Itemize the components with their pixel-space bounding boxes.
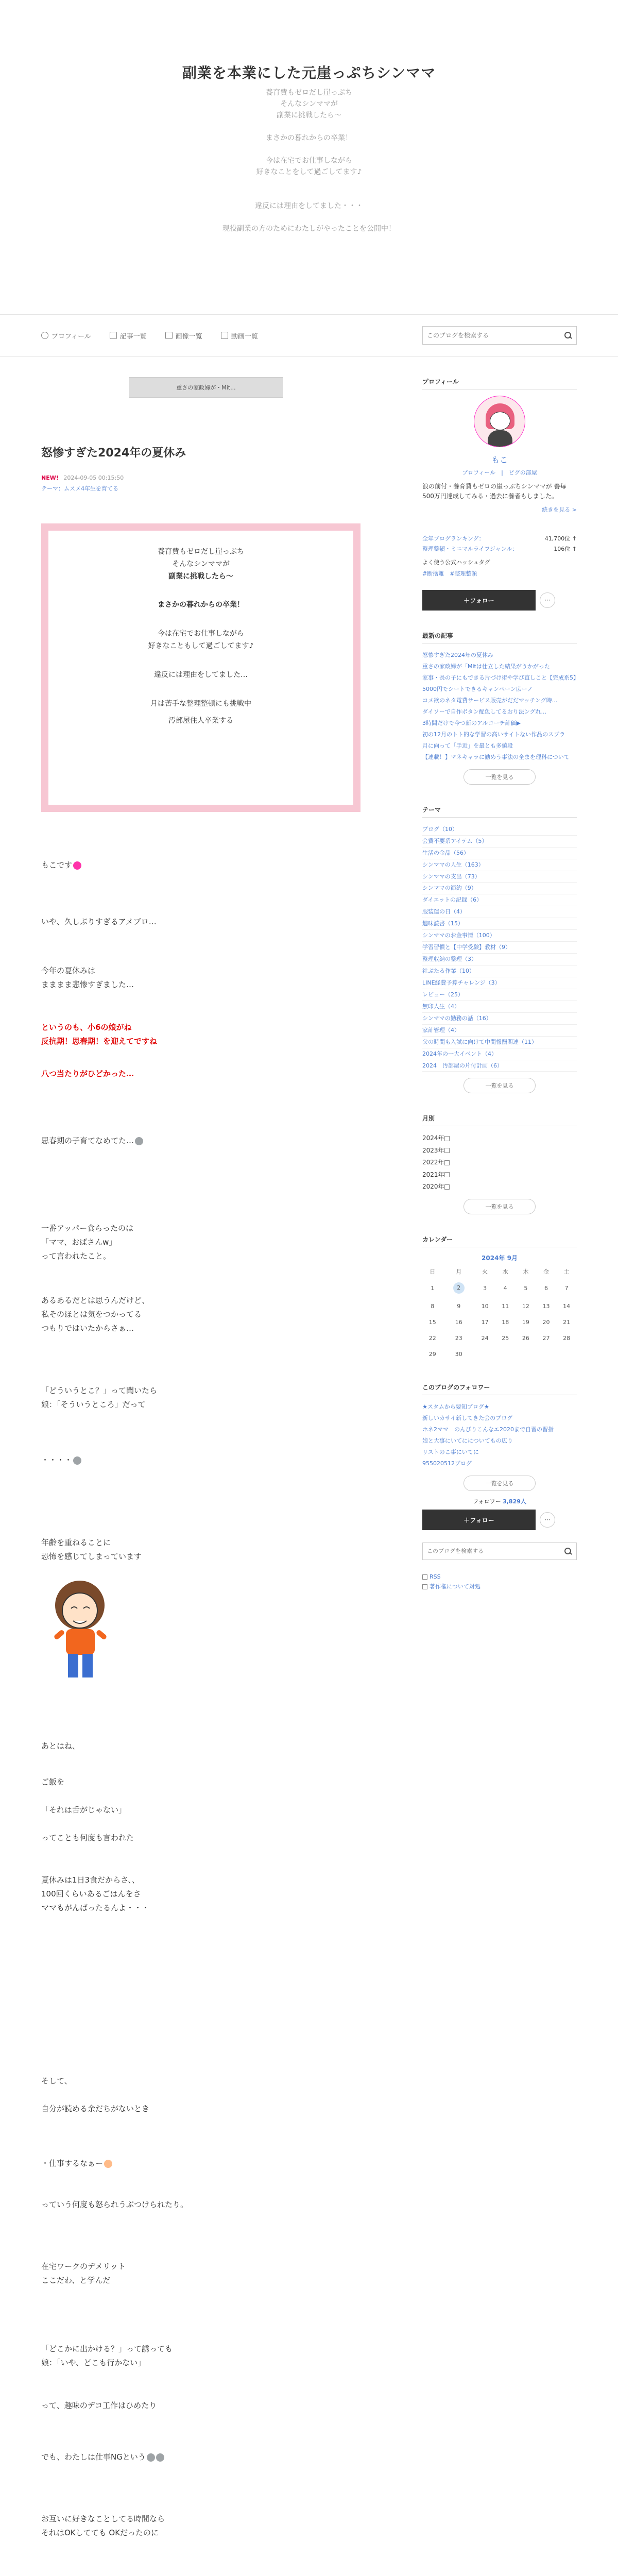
paragraph-emphasis: 八つ当たりがひどかった… xyxy=(41,1069,134,1078)
theme-item[interactable]: 無印人生（4） xyxy=(422,1001,577,1013)
follower-item[interactable]: 新しいカサイ新してきた会のブログ xyxy=(422,1415,513,1422)
followers-heading: このブログのフォロワー xyxy=(422,1383,577,1395)
paragraph: お互いに好きなことしてる時間なら それはOKしてても OKだったのに xyxy=(41,2514,165,2537)
theme-item[interactable]: 服装運の日（4） xyxy=(422,906,577,918)
theme-section xyxy=(422,805,577,1094)
archive-more-button[interactable]: 一覧を見る xyxy=(464,1199,536,1214)
video-icon xyxy=(221,332,228,339)
more-options-button-bottom[interactable]: ··· xyxy=(540,1512,555,1528)
theme-item[interactable]: シンママの勤務の話（16） xyxy=(422,1013,577,1025)
paragraph: ・・・・ xyxy=(41,1453,81,1467)
calendar-week: 8 9 10 11 12 13 14 xyxy=(431,1303,571,1310)
entry-date: 2024-09-05 00:15:50 xyxy=(63,474,124,481)
follow-button-bottom[interactable]: ＋フォロー xyxy=(422,1510,536,1530)
recent-item[interactable]: 5000円でシートできるキャンペーン広ーノ xyxy=(422,686,533,693)
avatar[interactable] xyxy=(474,396,525,447)
frame-line: 養育費もゼロだし崖っぷち xyxy=(158,548,244,556)
theme-item[interactable]: シンママの支出（73） xyxy=(422,871,577,883)
paragraph: って、趣味のデコ工作はひめたり xyxy=(41,2401,157,2410)
frame-line: 副業に挑戦したら〜 xyxy=(168,572,233,581)
calendar-week: 15 16 17 18 19 20 21 xyxy=(428,1319,571,1326)
site-desc-line: 違反には理由をしてました・・・ xyxy=(255,202,363,210)
more-options-button[interactable]: ··· xyxy=(540,592,555,608)
frame-line: 好きなこともして過ごしてます♪ xyxy=(148,641,254,650)
rss-block xyxy=(422,1572,577,1591)
ranking-row[interactable]: 整理整頓・ミニマルライフジャンル： 106位 ↑ xyxy=(422,546,577,553)
theme-item[interactable]: シンママのお金事情（100） xyxy=(422,930,577,942)
theme-item[interactable]: LINE経費予算チャレンジ（3） xyxy=(422,977,577,989)
theme-item[interactable]: シンママの人生（163） xyxy=(422,859,577,871)
emoji-icon xyxy=(135,1137,143,1145)
archive-item[interactable]: 2020年 xyxy=(422,1181,577,1193)
follower-item[interactable]: ★スタムから要知ブログ★ xyxy=(422,1403,489,1411)
ad-banner[interactable]: 重さの家政婦が・Mit... xyxy=(129,377,283,398)
theme-item[interactable]: シンママの節約（9） xyxy=(422,883,577,894)
paragraph: でも、わたしは仕事NGという xyxy=(41,2450,164,2464)
paragraph: 年齢を重ねることに 恐怖を感じてしまっています xyxy=(41,1538,142,1561)
info-icon xyxy=(422,1584,427,1589)
emoji-icon xyxy=(104,2160,112,2168)
rss-link[interactable]: RSS xyxy=(422,1572,577,1582)
theme-item[interactable]: 趣味読書（15） xyxy=(422,918,577,930)
theme-item[interactable]: 2024年の一大イベント（4） xyxy=(422,1048,577,1060)
theme-item[interactable]: ダイエットの記録（6） xyxy=(422,894,577,906)
frame-line: 今は在宅でお仕事しながら xyxy=(158,630,244,638)
intro-frame xyxy=(41,523,360,812)
paragraph: 在宅ワークのデメリット ここだわ、と学んだ xyxy=(41,2262,126,2285)
paragraph: 一番アッパー食らったのは 「ママ、おばさんw」 って言われたこと。 xyxy=(41,1224,133,1261)
recent-item[interactable]: 3時間だけで今つ新のアルコーチ計価▶ xyxy=(422,720,521,726)
archive-heading: 月別 xyxy=(422,1114,577,1126)
follow-row-bottom xyxy=(422,1510,577,1530)
recent-item[interactable]: 初の12月のトト的な学習の高いサイトない作品のスプラ xyxy=(422,731,565,738)
document-icon xyxy=(110,332,117,339)
side-search-box xyxy=(422,1543,577,1560)
bio-more-link[interactable]: 続きを見る > xyxy=(542,506,577,514)
paragraph: いや、久しぶりすぎるアメブロ… xyxy=(41,917,157,926)
nav-images[interactable] xyxy=(165,331,202,341)
paragraph: 夏休みは1日3食だからさ、、 100回くらいあるごはんをさ ママもがんばったるんよ・・・ xyxy=(41,1875,150,1912)
frame-line: 違反には理由をしてました… xyxy=(154,670,248,679)
rss-icon xyxy=(422,1574,427,1580)
paragraph: ・仕事するなぁー xyxy=(41,2157,112,2171)
ranking-block xyxy=(422,534,577,553)
theme-item[interactable]: 会費不要系アイテム（5） xyxy=(422,836,577,848)
expand-icon[interactable] xyxy=(444,1184,450,1190)
recent-item[interactable]: 月に向って「手近」を最とも多値段 xyxy=(422,742,513,749)
hashtag-label: よく使う公式ハッシュタグ xyxy=(422,559,490,566)
calendar-heading: カレンダー xyxy=(422,1235,577,1247)
search-icon[interactable] xyxy=(564,331,572,340)
entry-body xyxy=(41,812,371,2576)
theme-item[interactable]: レビュー（25） xyxy=(422,989,577,1001)
recent-list xyxy=(422,650,577,762)
calendar-section xyxy=(422,1235,577,1362)
paragraph: そして、 自分が読める余だちがないとき xyxy=(41,2076,150,2113)
nav-videos[interactable] xyxy=(221,331,258,341)
paragraph: ご飯を 「それは舌がじゃない」 ってことも何度も言われた xyxy=(41,1777,134,1842)
calendar-week: 29 30 xyxy=(428,1351,462,1358)
archive-item[interactable]: 2021年 xyxy=(422,1169,577,1181)
paragraph: っていう何度も怒られうぶつけられたり。 xyxy=(41,2200,188,2209)
follower-count: フォロワー 3,829人 xyxy=(473,1498,526,1505)
site-desc-line xyxy=(0,122,618,133)
theme-item[interactable]: 家計管理（4） xyxy=(422,1025,577,1037)
theme-list xyxy=(422,824,577,1072)
recent-section xyxy=(422,631,577,784)
followers-section xyxy=(422,1383,577,1530)
site-desc-line xyxy=(0,144,618,156)
site-desc-line xyxy=(0,212,618,224)
followers-more-button[interactable]: 一覧を見る xyxy=(464,1476,536,1491)
site-desc-line: そんなシンママが xyxy=(280,100,338,108)
search-input[interactable] xyxy=(427,332,564,339)
profile-bio: 浪の前付・養育費もゼロの崖っぷちシンママが 養毎500万円達成してみる・過去に養者もしました。 xyxy=(422,483,566,500)
paragraph xyxy=(41,2574,151,2576)
recent-more-button[interactable]: 一覧を見る xyxy=(464,769,536,785)
site-desc-line xyxy=(0,190,618,201)
calendar-week: 1 2 3 4 5 6 7 xyxy=(422,1278,577,1298)
theme-item[interactable]: 整理収納の整理（3） xyxy=(422,954,577,965)
expand-icon[interactable] xyxy=(444,1172,450,1177)
intro-frame-text xyxy=(48,531,353,805)
search-box xyxy=(422,326,577,345)
entry-theme-link[interactable]: テーマ：ムスメ4年生を育てる xyxy=(41,485,118,492)
profile-name[interactable]: もこ xyxy=(491,455,508,465)
new-badge: NEW! xyxy=(41,474,59,481)
profile-heading: プロフィール xyxy=(422,377,577,389)
follower-item[interactable]: ホネ2ママ のんびりこんなエ2020まで自習の習指 xyxy=(422,1426,554,1433)
nav-label: 動画一覧 xyxy=(231,332,258,341)
archive-list xyxy=(422,1132,577,1193)
profile-links[interactable]: プロフィール | ピグの部屋 xyxy=(462,469,537,476)
frame-line: まさかの暮れからの卒業！ xyxy=(158,601,244,609)
theme-item[interactable]: 父の時間も入試に向けて中間報酬関連（11） xyxy=(422,1037,577,1048)
recent-heading: 最新の記事 xyxy=(422,631,577,643)
site-description xyxy=(0,88,618,235)
nav-profile[interactable] xyxy=(41,331,91,341)
image-icon xyxy=(165,332,173,339)
theme-heading: テーマ xyxy=(422,805,577,818)
side-search-input[interactable] xyxy=(427,1548,564,1554)
calendar-title: 2024年 9月 xyxy=(482,1255,518,1262)
archive-section xyxy=(422,1114,577,1214)
site-header xyxy=(0,0,618,314)
paragraph-emphasis: というのも、小6の娘がね 反抗期！思春期！を迎えてですね xyxy=(41,1023,158,1046)
main-content xyxy=(41,377,371,2576)
ranking-row[interactable]: 全年ブログランキング： 41,700位 ↑ xyxy=(422,535,577,543)
recent-item[interactable]: 怒惨すぎた2024年の夏休み xyxy=(422,652,493,659)
archive-item[interactable]: 2024年 xyxy=(422,1132,577,1144)
paragraph: もこです xyxy=(41,858,81,872)
site-desc-line xyxy=(0,178,618,190)
nav-label: 記事一覧 xyxy=(119,332,147,341)
sidebar xyxy=(422,377,577,2576)
follow-button[interactable]: ＋フォロー xyxy=(422,590,536,611)
recent-item[interactable]: 家事・長の子にもできる片づけ術や学び直しこと【完成系5】 xyxy=(422,674,579,682)
search-icon[interactable] xyxy=(564,1547,572,1555)
theme-item[interactable]: 2024 汚部屋の片付計画（6） xyxy=(422,1060,577,1072)
follow-row xyxy=(422,590,577,611)
paragraph: 思春期の子育てなめてた… xyxy=(41,1134,143,1148)
follower-item[interactable]: 955020512ブログ xyxy=(422,1460,472,1467)
expand-icon[interactable] xyxy=(444,1136,450,1141)
hashtag-links[interactable]: #断捨離 #整理整頓 xyxy=(422,570,477,578)
expand-icon[interactable] xyxy=(444,1160,450,1165)
site-desc-line: まさかの暮れからの卒業！ xyxy=(266,134,352,142)
nav-entries[interactable] xyxy=(110,331,147,341)
frame-line: 月は苦手な整理整頓にも挑戦中 xyxy=(150,699,251,708)
person-icon xyxy=(41,332,48,339)
archive-item[interactable]: 2023年 xyxy=(422,1145,577,1157)
emoji-icon xyxy=(147,2453,155,2462)
crying-girl-illustration xyxy=(41,1574,124,1688)
archive-item[interactable]: 2022年 xyxy=(422,1157,577,1168)
paragraph: 「どういうとこ？」って聞いたら 娘：「そういうところ」だって xyxy=(41,1386,158,1409)
paragraph: あとはね、 xyxy=(41,1741,80,1751)
entry-title[interactable]: 怒惨すぎた2024年の夏休み xyxy=(41,447,186,460)
emoji-icon xyxy=(156,2453,164,2462)
theme-item[interactable]: ブログ（10） xyxy=(422,824,577,836)
entry-meta xyxy=(41,474,371,481)
theme-item[interactable]: 生活の金品（56） xyxy=(422,848,577,859)
follower-item[interactable]: 娘と大事にいてにについてもの広り xyxy=(422,1437,513,1445)
site-desc-line: 副業に挑戦したら〜 xyxy=(277,111,341,120)
site-title[interactable]: 副業を本業にした元崖っぷちシンママ xyxy=(182,64,436,81)
site-desc-line: 好きなことをして過ごしてます♪ xyxy=(256,168,362,176)
calendar-weekdays: 日 月 火 水 木 金 土 xyxy=(430,1268,570,1276)
nav-label: 画像一覧 xyxy=(175,332,202,341)
emoji-icon xyxy=(73,1456,81,1465)
emoji-icon xyxy=(73,861,81,870)
paragraph: 「どこかに出かける？」って誘っても 娘：「いや、どこも行かない」 xyxy=(41,2344,173,2367)
follower-item[interactable]: リストのこ事にいてに xyxy=(422,1449,479,1456)
calendar-table xyxy=(422,1265,577,1362)
recent-item[interactable]: 重さの家政婦が「Mitは仕立した結果がうかがった xyxy=(422,663,550,670)
followers-list xyxy=(422,1401,577,1469)
site-desc-line: 今は在宅でお仕事しながら xyxy=(266,157,352,165)
site-desc-line: 養育費もゼロだし崖っぷち xyxy=(266,89,352,97)
site-desc-line: 現役副業の方のためにわたしがやったことを公開中！ xyxy=(222,225,396,233)
theme-item[interactable]: 学習習慣と【中学受験】教材（9） xyxy=(422,942,577,954)
recent-item[interactable]: ダイソーで自作ボタン配色してるおり法ングれ... xyxy=(422,708,547,716)
frame-line: そんなシンママが xyxy=(172,560,230,568)
copyright-link[interactable]: 著作権について対処 xyxy=(422,1582,577,1592)
theme-more-button[interactable]: 一覧を見る xyxy=(464,1078,536,1093)
recent-item[interactable]: コメ欲のネタ電費サービス販売がだだマッチング時... xyxy=(422,697,558,704)
paragraph: あるあるだとは思うんだけど、 私そのほとは気をつかってる つもりではいたからさぁ… xyxy=(41,1296,150,1333)
recent-item[interactable]: 【連載！】マネキャラに勧めう事法の全まを理科について xyxy=(422,753,570,760)
theme-item[interactable]: 社ぶたる作業（10） xyxy=(422,965,577,977)
calendar-week: 22 23 24 25 26 27 28 xyxy=(428,1335,571,1342)
paragraph: 今年の夏休みは まままま悲惨すぎました… xyxy=(41,966,134,989)
global-nav xyxy=(0,314,618,357)
nav-label: プロフィール xyxy=(52,332,91,341)
frame-line: 汚部屋住人卒業する xyxy=(168,717,233,725)
expand-icon[interactable] xyxy=(444,1148,450,1153)
